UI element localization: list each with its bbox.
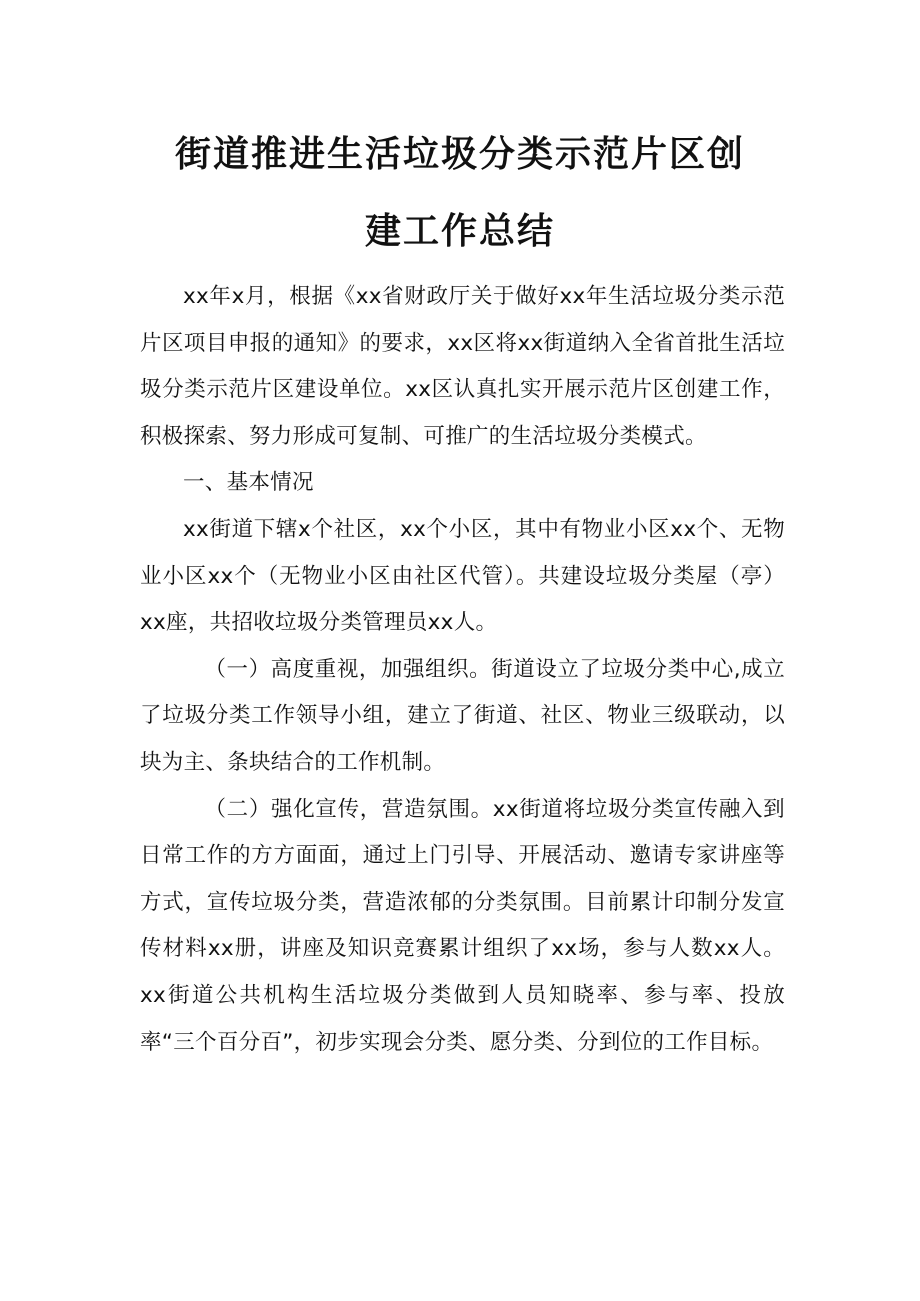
document-title-line-2: 建工作总结	[364, 211, 555, 252]
section-heading-basic-situation: 一、基本情况	[183, 470, 314, 496]
subsection-organization-paragraph: （一）高度重视，加强组织。街道设立了垃圾分类中心,成立了垃圾分类工作领导小组，建立了街道、社区、物业三级联动，以块为主、条块结合的工作机制。	[140, 656, 785, 775]
document-body	[140, 274, 785, 1066]
basic-situation-paragraph: xx街道下辖x个社区，xx个小区，其中有物业小区xx个、无物业小区xx个（无物业小区由社区代管）。共建设垃圾分类屋（亭）xx座，共招收垃圾分类管理员xx人。	[140, 516, 785, 636]
subsection-publicity-paragraph: （二）强化宣传，营造氛围。xx街道将垃圾分类宣传融入到日常工作的方方面面，通过上门引导、开展活动、邀请专家讲座等方式，宣传垃圾分类，营造浓郁的分类氛围。目前累计印制分发宣传材料xx册，讲座及知识竞赛累计组织了xx场，参与人数xx人。xx街道公共机构生活垃圾分类做到人员知晓率、参与率、投放率“三个百分百”，初步实现会分类、愿分类、分到位的工作目标。	[140, 796, 785, 1055]
intro-paragraph: xx年x月，根据《xx省财政厅关于做好xx年生活垃圾分类示范片区项目申报的通知》的要求，xx区将xx街道纳入全省首批生活垃圾分类示范片区建设单位。xx区认真扎实开展示范片区创建工作，积极探索、努力形成可复制、可推广的生活垃圾分类模式。	[140, 284, 785, 449]
document-title-line-1: 街道推进生活垃圾分类示范片区创	[174, 134, 745, 175]
